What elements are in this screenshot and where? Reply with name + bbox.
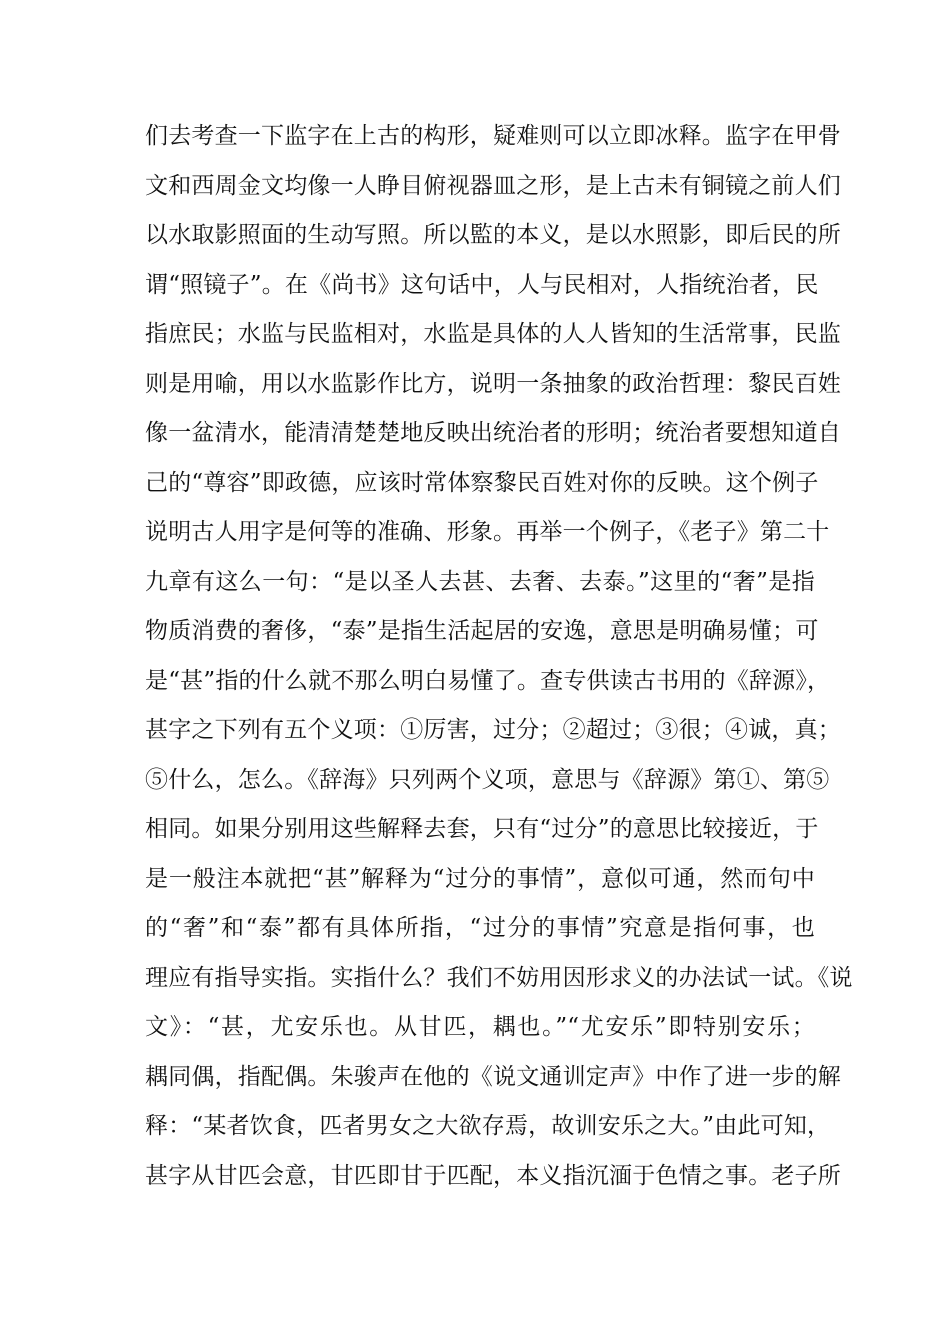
text-line: 甚字从甘匹会意，甘匹即甘于匹配，本义指沉湎于色情之事。老子所 <box>145 1162 841 1189</box>
text-line: 的“奢”和“泰”都有具体所指，“过分的事情”究意是指何事，也 <box>145 915 815 941</box>
text-line: 以水取影照面的生动写照。所以監的本义，是以水照影，即后民的所 <box>145 222 841 248</box>
text-line: 己的“尊容”即政德，应该时常体察黎民百姓对你的反映。这个例子 <box>145 469 819 496</box>
text-line: 像一盆清水，能清清楚楚地反映出统治者的形明；统治者要想知道自 <box>145 420 841 446</box>
text-line: 则是用喻，用以水监影作比方，说明一条抽象的政治哲理：黎民百姓 <box>145 370 841 397</box>
text-line: 物质消费的奢侈，“泰”是指生活起居的安逸，意思是明确易懂；可 <box>145 618 819 644</box>
text-line: 是一般注本就把“甚”解释为“过分的事情”，意似可通，然而句中 <box>145 865 815 892</box>
text-line: 们去考查一下监字在上古的构形，疑难则可以立即冰释。监字在甲骨 <box>145 123 841 149</box>
text-line: 文》：“甚，尤安乐也。从甘匹，耦也。”“尤安乐”即特别安乐； <box>145 1014 815 1040</box>
text-line: 理应有指导实指。实指什么？我们不妨用因形求义的办法试一试。《说 <box>145 964 853 991</box>
text-line: 释：“某者饮食，匹者男女之大欲存焉，故训安乐之大。”由此可知， <box>145 1113 831 1139</box>
text-line: 谓“照镜子”。在《尚书》这句话中，人与民相对，人指统治者，民 <box>145 271 819 298</box>
text-line: 甚字之下列有五个义项：①厉害，过分；②超过；③很；④诚，真； <box>145 717 841 743</box>
body-text <box>145 112 853 1201</box>
text-line: 文和西周金文均像一人睁目俯视器皿之形，是上古未有铜镜之前人们 <box>145 172 841 199</box>
text-line: 说明古人用字是何等的准确、形象。再举一个例子，《老子》第二十 <box>145 519 830 545</box>
text-line: ⑤什么，怎么。《辞海》只列两个义项，意思与《辞源》第①、第⑤ <box>145 766 830 793</box>
text-line: 是“甚”指的什么就不那么明白易懂了。查专供读古书用的《辞源》， <box>145 667 831 694</box>
text-line: 相同。如果分别用这些解释去套，只有“过分”的意思比较接近，于 <box>145 816 819 842</box>
text-line: 耦同偶，指配偶。朱骏声在他的《说文通训定声》中作了进一步的解 <box>145 1063 841 1090</box>
text-line: 九章有这么一句：“是以圣人去甚、去奢、去泰。”这里的“奢”是指 <box>145 568 815 595</box>
text-line: 指庶民；水监与民监相对，水监是具体的人人皆知的生活常事，民监 <box>145 321 841 347</box>
